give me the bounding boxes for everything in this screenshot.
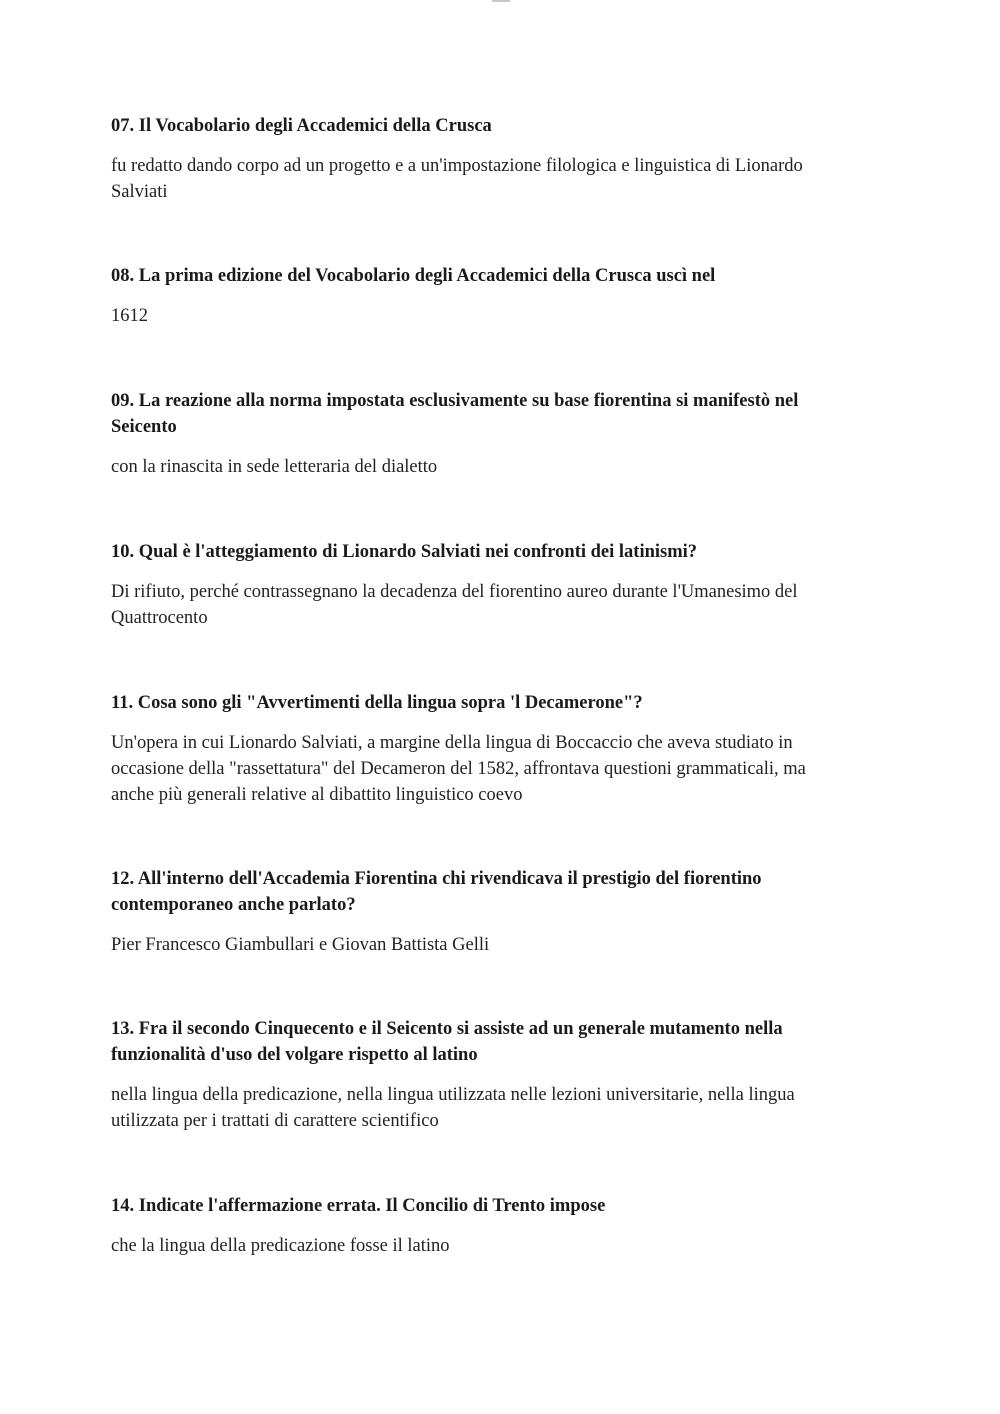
answer-text: 1612 [111, 306, 148, 326]
qa-item-09 [111, 388, 851, 480]
question-text: 09. La reazione alla norma impostata esclusivamente su base fiorentina si manifestò nel Seicento [111, 391, 799, 437]
qa-item-10 [111, 539, 851, 631]
page-header-mark [492, 0, 510, 2]
answer-text: Di rifiuto, perché contrassegnano la decadenza del fiorentino aureo durante l'Umanesimo del Quattrocento [111, 582, 798, 628]
answer-text: con la rinascita in sede letteraria del dialetto [111, 457, 438, 477]
qa-item-07 [111, 113, 851, 205]
question-text: 07. Il Vocabolario degli Accademici della Crusca [111, 116, 492, 136]
answer-text: nella lingua della predicazione, nella lingua utilizzata nelle lezioni universitarie, nella lingua utilizzata per i trattati di carattere scientifico [111, 1085, 795, 1131]
qa-item-11 [111, 690, 851, 808]
answer-text: fu redatto dando corpo ad un progetto e a un'impostazione filologica e linguistica di Lionardo Salviati [111, 156, 803, 202]
question-text: 10. Qual è l'atteggiamento di Lionardo Salviati nei confronti dei latinismi? [111, 542, 698, 562]
qa-item-12 [111, 866, 851, 958]
qa-item-08 [111, 263, 851, 329]
question-text: 14. Indicate l'affermazione errata. Il Concilio di Trento impose [111, 1196, 606, 1216]
question-text: 11. Cosa sono gli "Avvertimenti della lingua sopra 'l Decamerone"? [111, 693, 643, 713]
answer-text: che la lingua della predicazione fosse il latino [111, 1236, 450, 1256]
question-text: 12. All'interno dell'Accademia Fiorentina chi rivendicava il prestigio del fiorentino contemporaneo anche parlato? [111, 869, 762, 915]
question-text: 13. Fra il secondo Cinquecento e il Seicento si assiste ad un generale mutamento nella funzionalità d'uso del volgare rispetto al latino [111, 1019, 783, 1065]
qa-item-14 [111, 1193, 851, 1259]
question-text: 08. La prima edizione del Vocabolario degli Accademici della Crusca uscì nel [111, 266, 716, 286]
qa-item-13 [111, 1016, 851, 1134]
answer-text: Pier Francesco Giambullari e Giovan Battista Gelli [111, 935, 490, 955]
answer-text: Un'opera in cui Lionardo Salviati, a margine della lingua di Boccaccio che aveva studiato in occasione della "rassettatura" del Decameron del 1582, affrontava questioni grammaticali, ma anche più generali relative al dibattito linguistico coevo [111, 733, 806, 805]
